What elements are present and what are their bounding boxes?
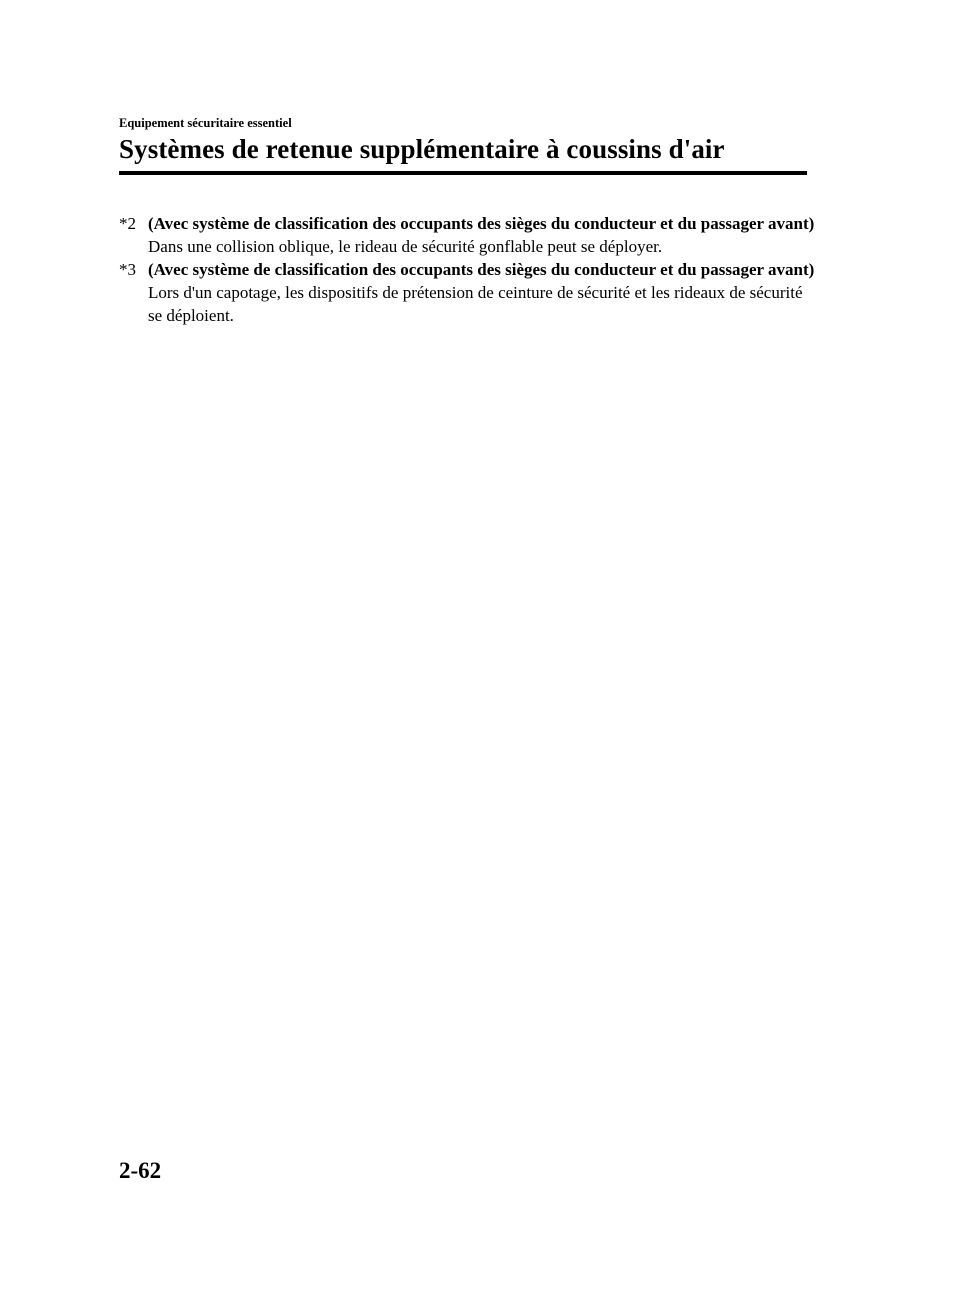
- footnote-list: [119, 212, 819, 327]
- title-divider: [119, 171, 807, 175]
- section-label: Equipement sécuritaire essentiel: [119, 116, 292, 130]
- page-number: 2-62: [119, 1158, 162, 1183]
- footnote-heading: (Avec système de classification des occupants des sièges du conducteur et du passager avant): [148, 214, 815, 233]
- footnote-item: [119, 258, 819, 327]
- footnote-marker: *2: [119, 214, 136, 233]
- page-title: Systèmes de retenue supplémentaire à coussins d'air: [119, 134, 725, 164]
- footnote-body: Dans une collision oblique, le rideau de sécurité gonflable peut se déployer.: [148, 237, 663, 256]
- footnote-item: [119, 212, 819, 258]
- footnote-heading: (Avec système de classification des occupants des sièges du conducteur et du passager avant): [148, 260, 815, 279]
- footnote-marker: *3: [119, 260, 136, 279]
- footnote-body: Lors d'un capotage, les dispositifs de prétension de ceinture de sécurité et les rideaux de sécurité se déploient.: [148, 283, 803, 325]
